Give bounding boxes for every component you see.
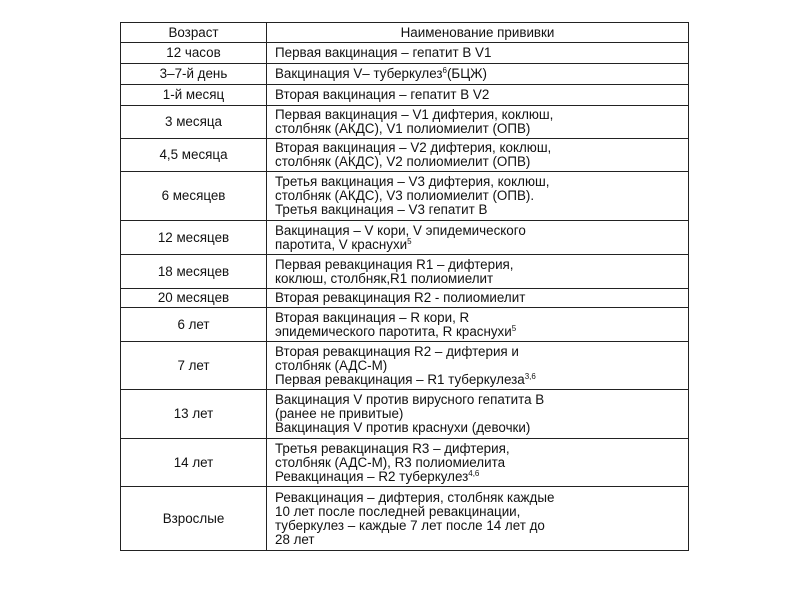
vaccine-line-text: столбняк (АДС-М) — [275, 357, 388, 373]
vaccine-line — [275, 325, 684, 339]
table-row — [121, 390, 689, 439]
age-cell: 6 месяцев — [121, 172, 267, 221]
vaccine-line-text: эпидемического паротита, R краснухи — [275, 323, 512, 339]
age-cell: 6 лет — [121, 308, 267, 342]
table-row — [121, 289, 689, 308]
vaccine-line — [275, 122, 684, 136]
vaccine-line-text: Первая ревакцинация – R1 туберкулеза — [275, 371, 525, 387]
vaccine-line-tail: (БЦЖ) — [446, 66, 487, 81]
age-cell: 12 месяцев — [121, 221, 267, 255]
vaccine-line-text: Третья вакцинация – V3 дифтерия, коклюш, — [275, 174, 550, 189]
vaccine-line — [275, 175, 684, 189]
vaccine-line — [275, 519, 684, 533]
vaccine-line — [275, 373, 684, 387]
table-row — [121, 139, 689, 172]
age-cell: 3–7-й день — [121, 64, 267, 85]
table-row — [121, 308, 689, 342]
table-row — [121, 172, 689, 221]
vaccine-line — [275, 505, 684, 519]
vaccine-cell — [267, 487, 689, 551]
footnote-marker: 4,6 — [468, 468, 480, 478]
vaccine-line-text: столбняк (АДС-М), R3 полиомиелита — [275, 454, 506, 470]
vaccine-line — [275, 291, 684, 305]
vaccine-line — [275, 141, 684, 155]
vaccine-name-column-header: Наименование прививки — [267, 23, 689, 43]
vaccine-line-text: Вакцинация – V кори, V эпидемического — [275, 222, 526, 238]
vaccine-line — [275, 258, 684, 272]
vaccine-line — [275, 311, 684, 325]
age-cell: 18 месяцев — [121, 255, 267, 289]
vaccine-line — [275, 46, 684, 60]
vaccine-line-text: Вторая вакцинация – R кори, R — [275, 309, 470, 325]
vaccine-line-text: Первая вакцинация – V1 дифтерия, коклюш, — [275, 107, 554, 122]
vaccine-line — [275, 189, 684, 203]
vaccine-line-text: Третья вакцинация – V3 гепатит B — [275, 202, 488, 217]
vaccine-cell — [267, 439, 689, 487]
header-row — [121, 23, 689, 43]
vaccine-line-text: Вакцинация V против вирусного гепатита B — [275, 392, 545, 407]
footnote-marker: 3,6 — [524, 371, 536, 381]
vaccination-schedule-table — [120, 22, 689, 551]
vaccine-line-text: Вторая ревакцинация R2 - полиомиелит — [275, 290, 526, 305]
age-cell: 7 лет — [121, 342, 267, 390]
vaccine-line-text: Вторая ревакцинация R2 – дифтерия и — [275, 343, 519, 359]
vaccine-line-text: 10 лет после последней ревакцинации, — [275, 503, 521, 519]
vaccine-line — [275, 238, 684, 252]
table-row — [121, 255, 689, 289]
vaccine-cell — [267, 390, 689, 439]
table-row — [121, 342, 689, 390]
vaccine-line-text: Первая вакцинация – гепатит B V1 — [275, 45, 492, 60]
vaccine-line — [275, 67, 684, 81]
footnote-marker: 5 — [407, 236, 412, 246]
vaccine-cell — [267, 172, 689, 221]
vaccine-cell — [267, 43, 689, 64]
vaccine-line-text: Вакцинация V– туберкулез — [275, 66, 443, 81]
age-cell: 12 часов — [121, 43, 267, 64]
vaccine-line-text: столбняк (АКДС), V1 полиомиелит (ОПВ) — [275, 121, 531, 136]
age-cell: 13 лет — [121, 390, 267, 439]
vaccine-line — [275, 470, 684, 484]
vaccine-line — [275, 359, 684, 373]
vaccine-line — [275, 533, 684, 547]
vaccine-line — [275, 272, 684, 286]
vaccine-line — [275, 393, 684, 407]
vaccine-cell — [267, 342, 689, 390]
age-cell: 14 лет — [121, 439, 267, 487]
vaccine-line — [275, 108, 684, 122]
table-row — [121, 439, 689, 487]
vaccine-line-text: паротита, V краснухи — [275, 236, 408, 252]
vaccine-line — [275, 224, 684, 238]
table-body — [121, 43, 689, 551]
vaccine-line-text: 28 лет — [275, 531, 315, 547]
vaccine-line — [275, 491, 684, 505]
table-row — [121, 487, 689, 551]
vaccine-line-text: Вторая вакцинация – гепатит B V2 — [275, 87, 490, 102]
age-cell: 3 месяца — [121, 106, 267, 139]
vaccine-line — [275, 203, 684, 217]
age-cell: Взрослые — [121, 487, 267, 551]
table-row — [121, 85, 689, 106]
vaccine-line — [275, 155, 684, 169]
vaccine-cell — [267, 85, 689, 106]
age-column-header: Возраст — [121, 23, 267, 43]
vaccine-cell — [267, 289, 689, 308]
vaccine-line-text: Ревакцинация – дифтерия, столбняк каждые — [275, 489, 555, 505]
vaccine-line — [275, 88, 684, 102]
vaccine-line-text: Вторая вакцинация – V2 дифтерия, коклюш, — [275, 140, 552, 155]
vaccine-line — [275, 345, 684, 359]
table-row — [121, 64, 689, 85]
age-cell: 1-й месяц — [121, 85, 267, 106]
vaccine-line — [275, 442, 684, 456]
vaccine-line-text: Первая ревакцинация R1 – дифтерия, — [275, 256, 514, 272]
vaccine-cell — [267, 139, 689, 172]
vaccine-line-text: туберкулез – каждые 7 лет после 14 лет до — [275, 517, 545, 533]
vaccine-line-text: Вакцинация V против краснухи (девочки) — [275, 420, 531, 435]
footnote-marker: 6 — [442, 66, 447, 75]
vaccine-cell — [267, 221, 689, 255]
age-cell: 20 месяцев — [121, 289, 267, 308]
vaccine-line-text: Третья ревакцинация R3 – дифтерия, — [275, 440, 510, 456]
table-row — [121, 221, 689, 255]
vaccine-cell — [267, 308, 689, 342]
vaccine-line-text: столбняк (АКДС), V3 полиомиелит (ОПВ). — [275, 188, 535, 203]
table-row — [121, 43, 689, 64]
vaccine-line-text: коклюш, столбняк,R1 полиомиелит — [275, 270, 494, 286]
vaccine-line — [275, 407, 684, 421]
vaccine-line-text: Ревакцинация – R2 туберкулез — [275, 468, 469, 484]
vaccine-cell — [267, 255, 689, 289]
vaccine-cell — [267, 106, 689, 139]
vaccine-line — [275, 421, 684, 435]
vaccine-line — [275, 456, 684, 470]
vaccine-cell — [267, 64, 689, 85]
age-cell: 4,5 месяца — [121, 139, 267, 172]
table-row — [121, 106, 689, 139]
footnote-marker: 5 — [511, 323, 517, 333]
vaccine-line-text: столбняк (АКДС), V2 полиомиелит (ОПВ) — [275, 154, 531, 169]
vaccine-line-text: (ранее не привитые) — [275, 406, 404, 421]
